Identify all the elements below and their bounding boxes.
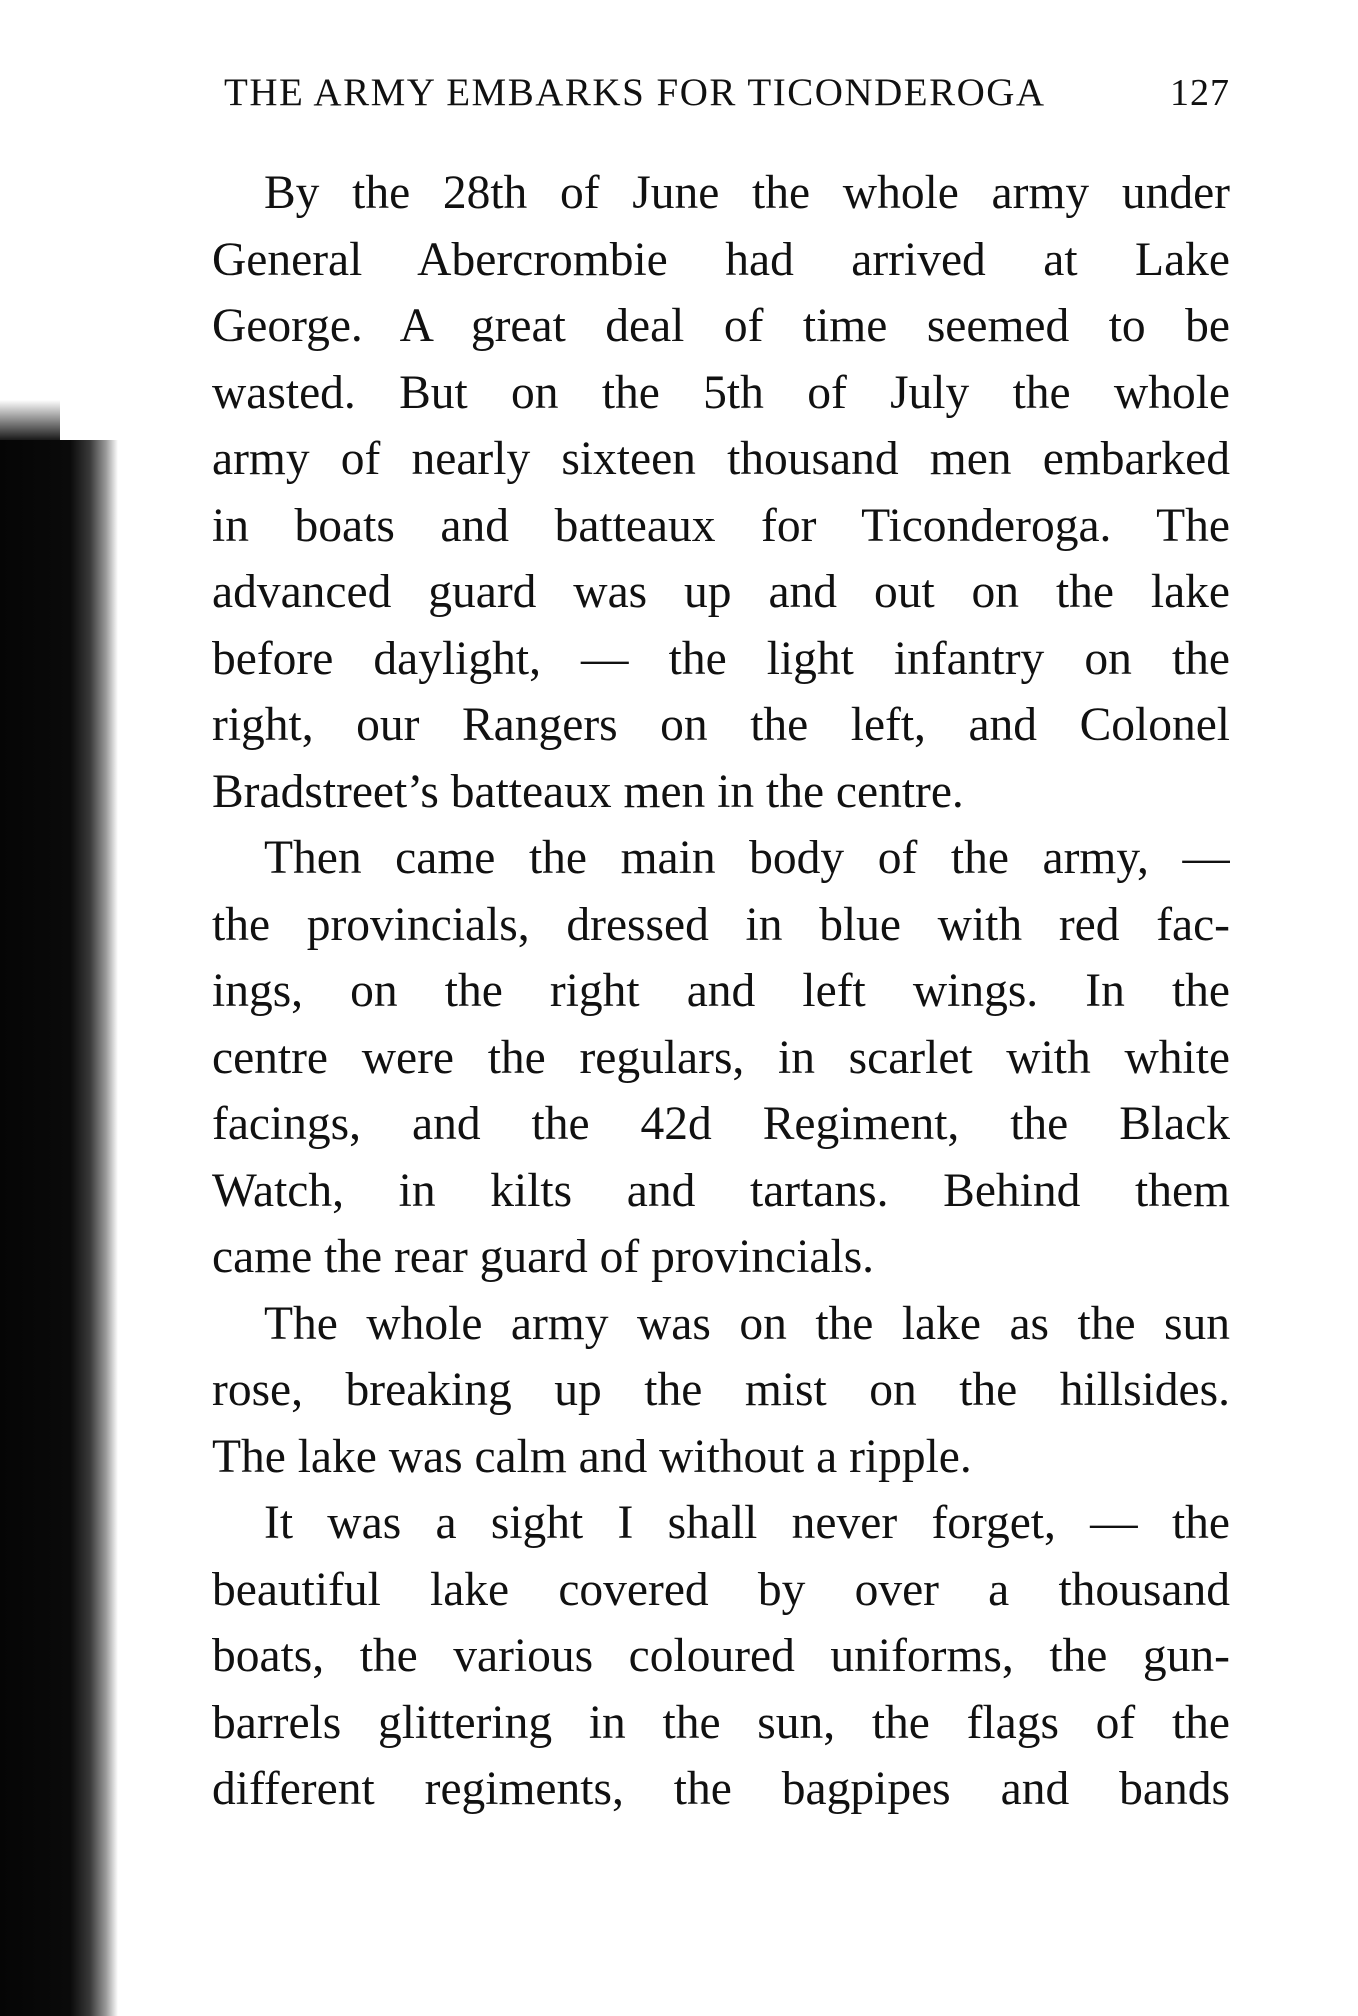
binding-shadow-top [0,400,60,440]
paragraph-3 [212,1291,1230,1491]
text-line: The whole army was on the lake as the sun [264,1297,1230,1350]
paragraph-2 [212,825,1230,1291]
running-title: THE ARMY EMBARKS FOR TICONDEROGA [224,71,1046,114]
paragraph-4 [212,1490,1230,1823]
text-line: army of nearly sixteen thousand men embarked [212,433,1230,485]
text-line: It was a sight I shall never forget, — the [264,1497,1230,1549]
text-line: boats, the various coloured uniforms, the gun- [212,1630,1230,1682]
text-line: Watch, in kilts and tartans. Behind them [212,1164,1230,1217]
text-line: right, our Rangers on the left, and Colonel [212,699,1230,751]
page-number: 127 [1170,72,1230,114]
text-line: rose, breaking up the mist on the hillsides. [212,1364,1230,1416]
text-line: came the rear guard of provincials. [212,1231,875,1283]
text-line: advanced guard was up and out on the lake [212,566,1230,618]
text-line: George. A great deal of time seemed to be [212,300,1230,352]
text-line: beautiful lake covered by over a thousand [212,1563,1230,1616]
text-line: General Abercrombie had arrived at Lake [212,233,1230,286]
running-head [224,70,1230,132]
text-line: centre were the regulars, in scarlet with white [212,1031,1230,1084]
text-line: different regiments, the bagpipes and bands [212,1763,1230,1815]
text-line: barrels glittering in the sun, the flags of the [212,1696,1230,1749]
text-line: before daylight, — the light infantry on the [212,632,1230,685]
text-line: the provincials, dressed in blue with red fac- [212,898,1230,951]
text-line: The lake was calm and without a ripple. [212,1430,972,1483]
text-line: Then came the main body of the army, — [264,832,1230,884]
text-line: facings, and the 42d Regiment, the Black [212,1098,1230,1150]
paragraph-1 [212,160,1230,825]
text-line: ings, on the right and left wings. In the [212,965,1230,1017]
text-line: in boats and batteaux for Ticonderoga. The [212,499,1230,552]
binding-edge-shadow [0,440,118,2016]
text-line: wasted. But on the 5th of July the whole [212,366,1230,419]
text-line: By the 28th of June the whole army under [264,167,1230,219]
text-line: Bradstreet’s batteaux men in the centre. [212,765,964,818]
book-page [212,70,1230,1823]
